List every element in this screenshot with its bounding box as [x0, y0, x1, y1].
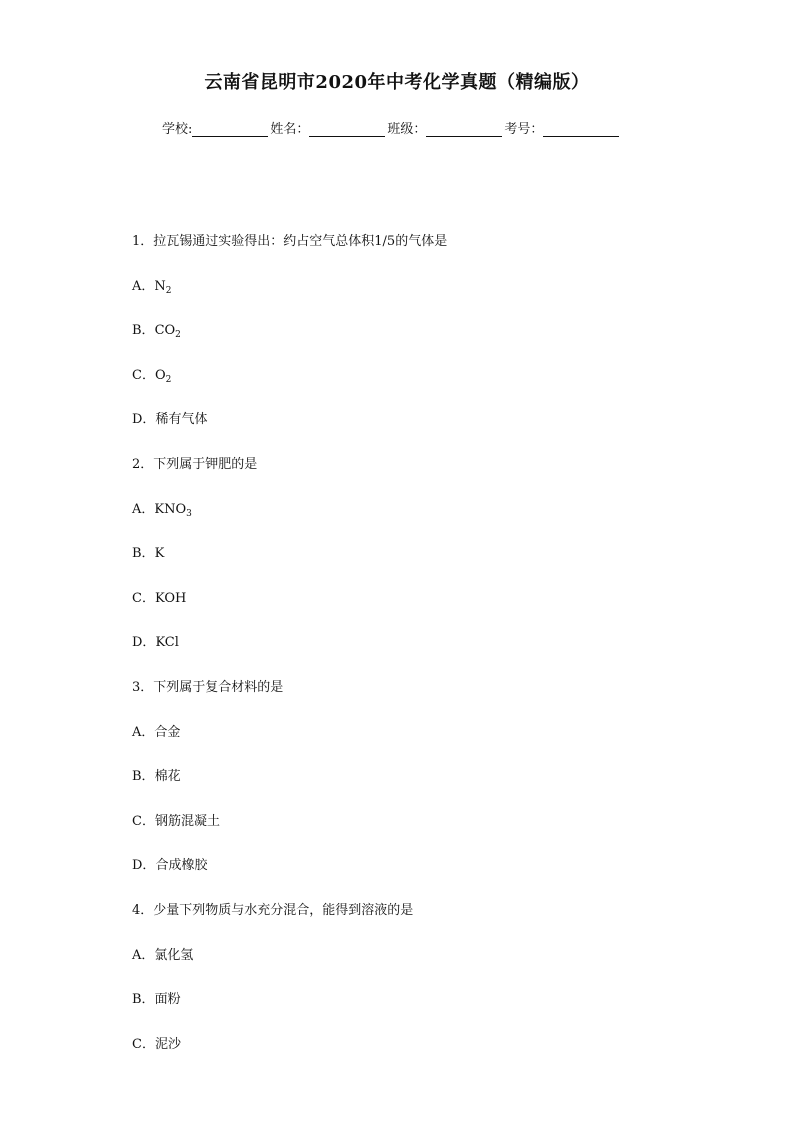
option — [132, 633, 732, 678]
option-text: 稀有气体 — [155, 412, 208, 428]
option-prefix: C． — [132, 1036, 155, 1052]
option — [132, 410, 732, 455]
option-prefix: B． — [132, 546, 155, 562]
exam-number-label: 考号： — [504, 122, 544, 137]
option-subscript: 2 — [175, 330, 181, 341]
school-blank — [192, 122, 268, 137]
option-prefix: D． — [132, 412, 156, 428]
question-stem: 4．少量下列物质与水充分混合，能得到溶液的是 — [132, 902, 414, 918]
option — [132, 946, 732, 991]
option — [132, 321, 732, 366]
option-text: 合成橡胶 — [155, 858, 208, 874]
class-blank — [426, 122, 502, 137]
option-prefix: D． — [132, 858, 156, 874]
option-prefix: B． — [132, 992, 155, 1008]
option-text: 棉花 — [154, 769, 181, 785]
option-text: CO — [154, 323, 176, 339]
option-prefix: B． — [132, 323, 155, 339]
option-text: 泥沙 — [154, 1036, 181, 1052]
student-info-line — [162, 118, 621, 137]
option-text: 氯化氢 — [154, 947, 194, 963]
option — [132, 856, 732, 901]
option-subscript: 2 — [165, 374, 172, 385]
option-text: N — [154, 278, 166, 294]
option-text: 面粉 — [154, 992, 181, 1008]
option-prefix: C． — [132, 590, 155, 606]
option — [132, 277, 732, 322]
option-text: O — [154, 367, 166, 383]
option — [132, 812, 732, 857]
school-label: 学校: — [162, 122, 193, 137]
page-title: 云南省昆明市2020年中考化学真题（精编版） — [204, 72, 590, 93]
exam-number-blank — [543, 122, 619, 137]
name-blank — [309, 122, 385, 137]
option — [132, 589, 732, 634]
option-text: KCl — [155, 635, 179, 651]
option-text: K — [154, 546, 165, 562]
option-prefix: A． — [132, 947, 155, 963]
option-subscript: 3 — [186, 508, 192, 519]
option-prefix: D． — [132, 635, 156, 651]
question-stem: 3．下列属于复合材料的是 — [132, 679, 284, 695]
option-prefix: B． — [132, 769, 155, 785]
option-subscript: 2 — [165, 285, 172, 296]
option-text: 合金 — [154, 724, 181, 740]
option-prefix: C． — [132, 367, 155, 383]
option — [132, 544, 732, 589]
question-list — [132, 232, 732, 1079]
option — [132, 990, 732, 1035]
option — [132, 366, 732, 411]
option-prefix: A． — [132, 278, 155, 294]
option — [132, 723, 732, 768]
option-text: 钢筋混凝土 — [154, 813, 220, 829]
option-prefix: A． — [132, 724, 155, 740]
question-stem: 2．下列属于钾肥的是 — [132, 456, 258, 472]
option-prefix: C． — [132, 813, 155, 829]
option-prefix: A． — [132, 501, 155, 517]
option — [132, 767, 732, 812]
question-stem: 1．拉瓦锡通过实验得出：约占空气总体积1/5的气体是 — [132, 234, 448, 249]
option — [132, 1035, 732, 1080]
option-text: KNO — [154, 501, 187, 517]
option — [132, 500, 732, 545]
name-label: 姓名： — [270, 122, 310, 137]
option-text: KOH — [154, 590, 187, 606]
class-label: 班级： — [387, 122, 427, 137]
